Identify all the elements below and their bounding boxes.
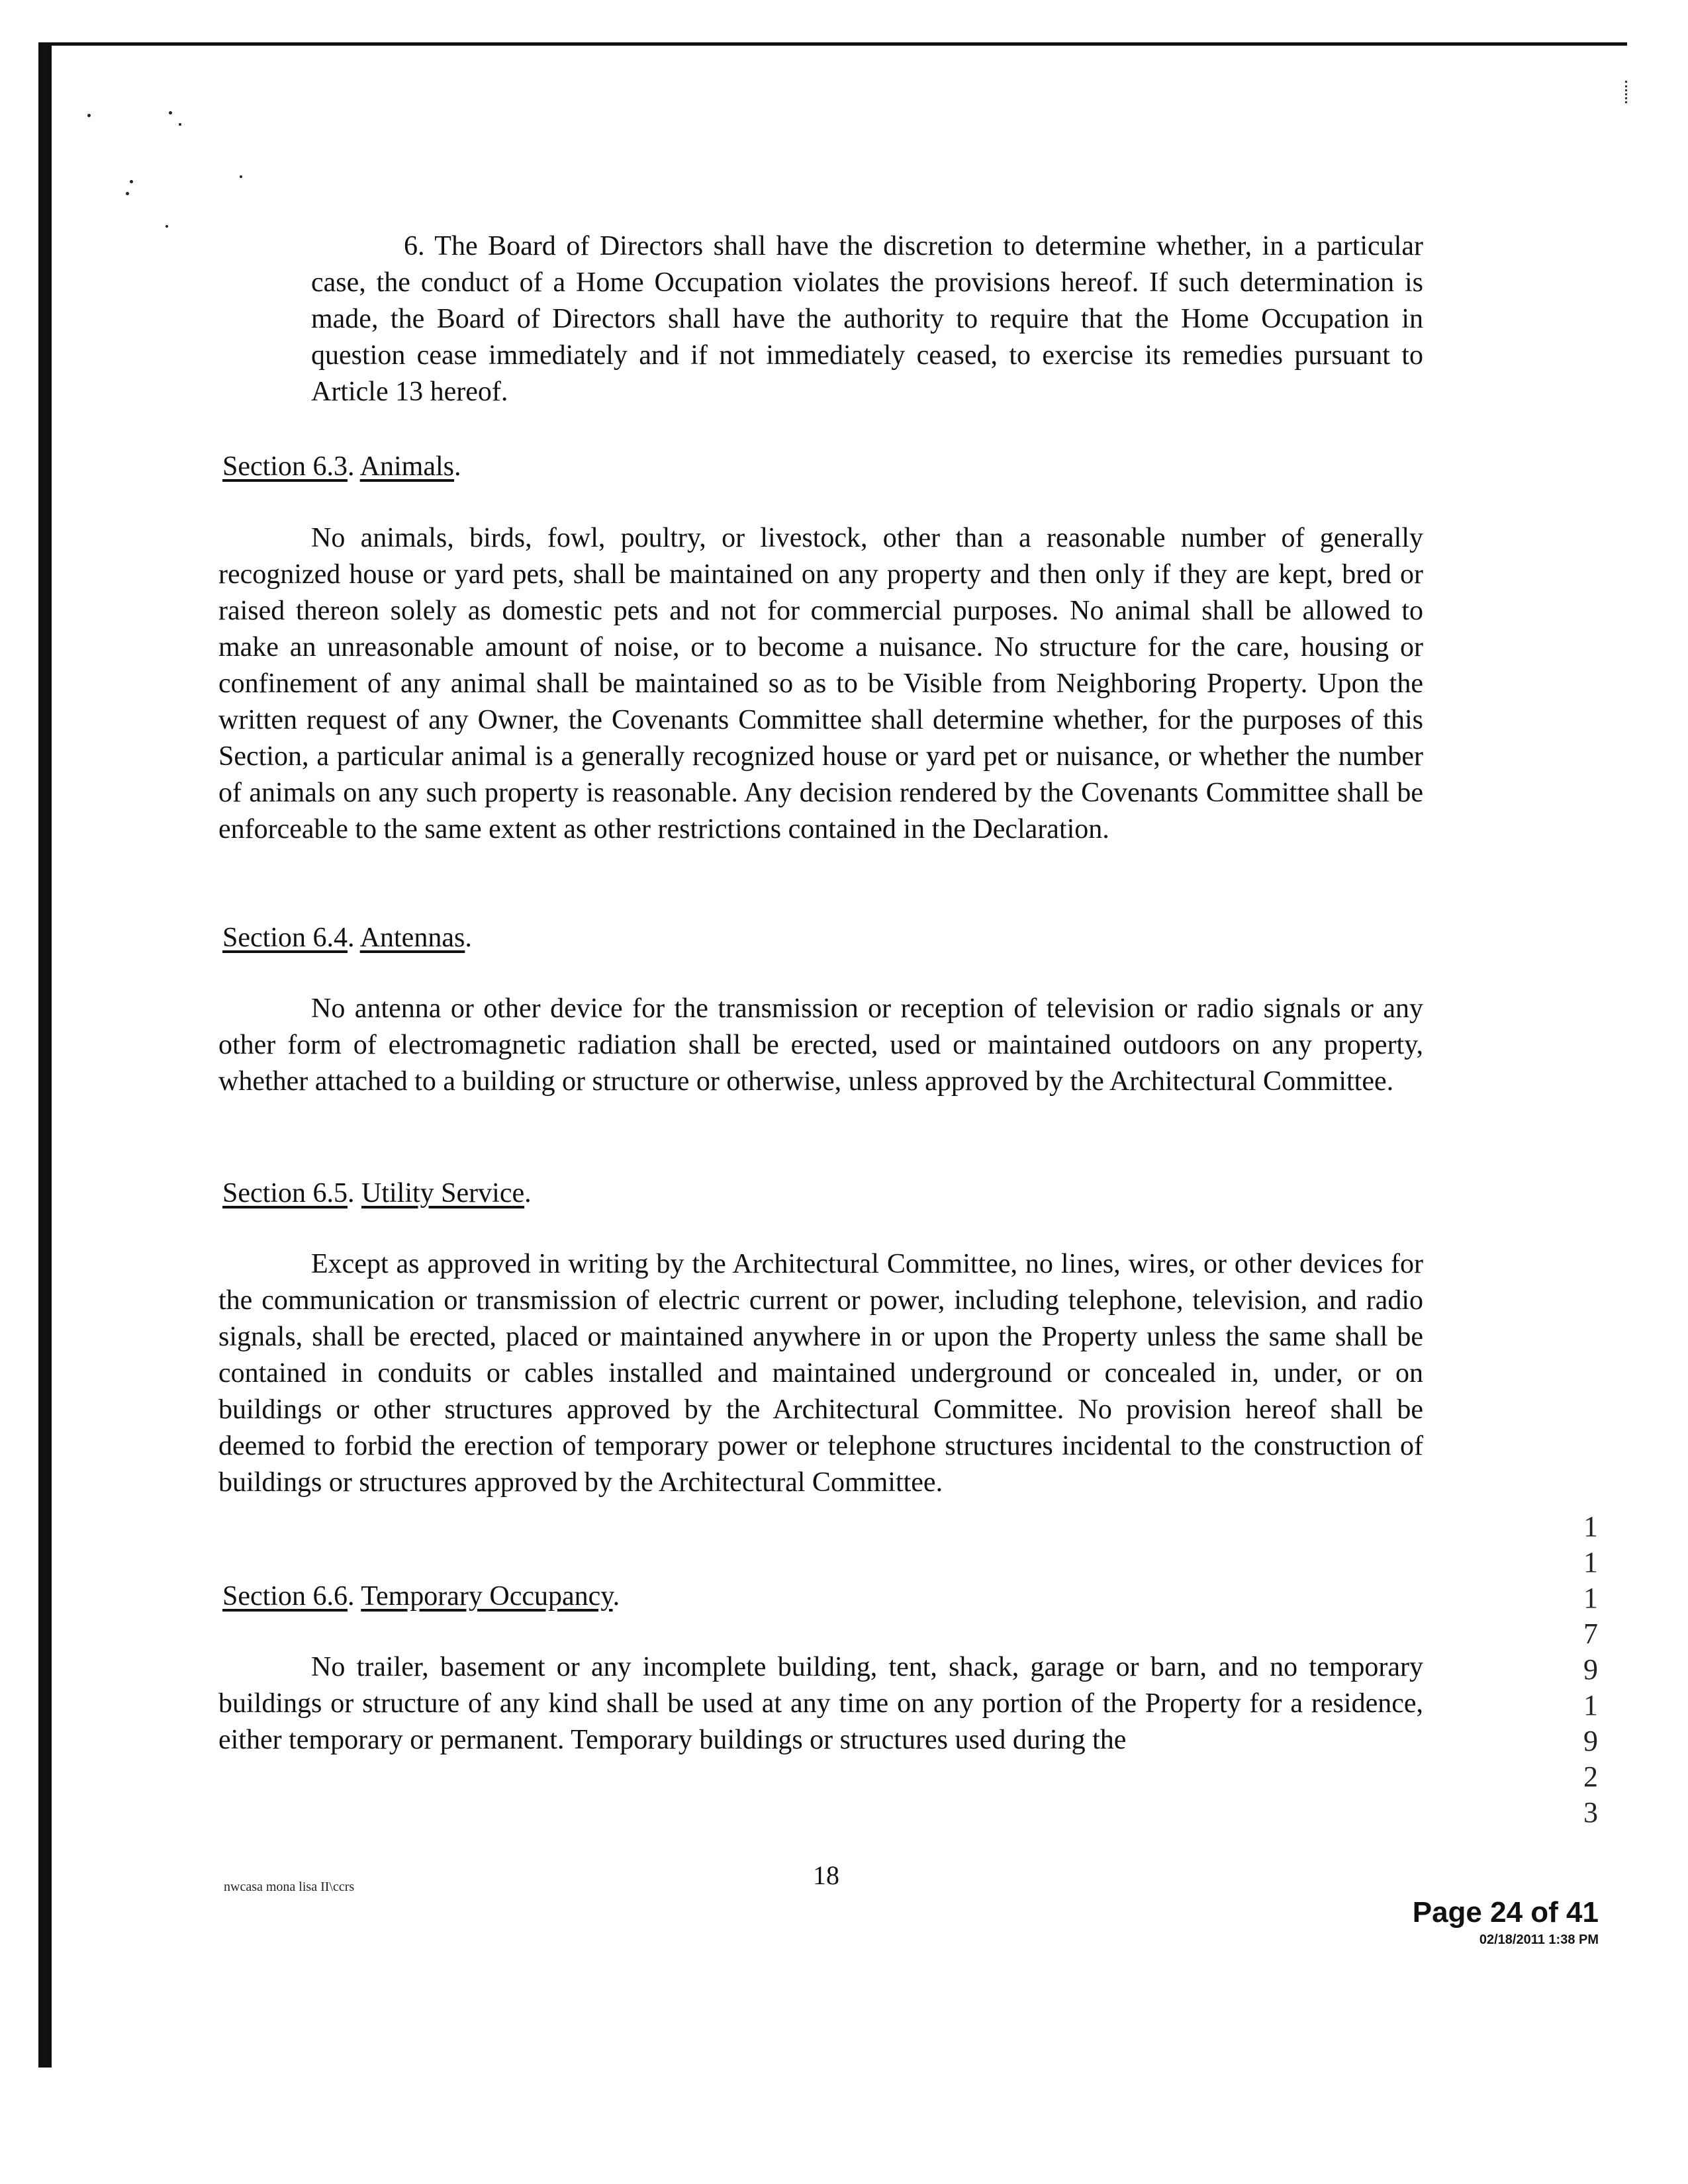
stamp-digit: 7 (1583, 1617, 1598, 1650)
scan-top-rule (38, 42, 1627, 46)
stamp-digit: 3 (1583, 1796, 1598, 1829)
section-6-3-heading: Section 6.3. Animals. (222, 451, 461, 482)
item-6-paragraph: 6. The Board of Directors shall have the discretion to determine whether, in a particular case, the conduct of a Home Occupation violates the provisions hereof. If such determination is made, the Board of Directors shall have the authority to require that the Home Occupation in question cease immediately and if not immediately ceased, to exercise its remedies pursuant to Article 13 hereof. (311, 231, 1423, 407)
section-number: Section 6.3 (222, 451, 348, 482)
scan-speck (240, 175, 242, 178)
scan-speck (179, 123, 181, 126)
section-6-6-heading: Section 6.6. Temporary Occupancy. (222, 1581, 620, 1612)
print-timestamp: 02/18/2011 1:38 PM (1479, 1933, 1599, 1947)
recording-number-stamp (1574, 1509, 1607, 1831)
scan-mark (1625, 81, 1630, 103)
stamp-digit: 2 (1583, 1760, 1598, 1793)
scan-speck (130, 180, 133, 183)
stamp-digit: 1 (1583, 1510, 1598, 1543)
section-number: Section 6.6 (222, 1581, 348, 1612)
stamp-digit: 9 (1583, 1653, 1598, 1686)
section-title: Antennas (359, 923, 465, 953)
section-title: Animals (359, 451, 454, 482)
scan-speck (87, 114, 91, 117)
section-6-5-body: Except as approved in writing by the Architectural Committee, no lines, wires, or other devices for the communication or transmission of electric current or power, including telephone, television, and radio signals, shall be erected, placed or maintained anywhere in or upon the Property unless the same shall be contained in conduits or cables installed and maintained underground or concealed in, under, or on buildings or other structures approved by the Architectural Committee. No provision hereof shall be deemed to forbid the erection of temporary power or telephone structures incidental to the construction of buildings or structures approved by the Architectural Committee. (218, 1249, 1423, 1498)
scan-speck (165, 225, 168, 228)
section-6-3-body: No animals, birds, fowl, poultry, or livestock, other than a reasonable number of generally recognized house or yard pets, shall be maintained on any property and then only if they are kept, bred or raised thereon solely as domestic pets and not for commercial purposes. No animal shall be allowed to make an unreasonable amount of noise, or to become a nuisance. No structure for the care, housing or confinement of any animal shall be maintained so as to be Visible from Neighboring Property. Upon the written request of any Owner, the Covenants Committee shall determine whether, for the purposes of this Section, a particular animal is a generally recognized house or yard pet or nuisance, or whether the number of animals on any such property is reasonable. Any decision rendered by the Covenants Committee shall be enforceable to the same extent as other restrictions contained in the Declaration. (218, 523, 1423, 844)
section-6-4-body: No antenna or other device for the transmission or reception of television or radio signals or any other form of electromagnetic radiation shall be erected, used or maintained outdoors on any property, whether attached to a building or structure or otherwise, unless approved by the Architectural Committee. (218, 993, 1423, 1097)
scan-edge-bar (38, 42, 52, 2068)
section-title: Temporary Occupancy (361, 1581, 613, 1612)
section-6-5-heading: Section 6.5. Utility Service. (222, 1178, 532, 1208)
scan-speck (126, 192, 129, 195)
scan-speck (169, 111, 172, 114)
stamp-digit: 9 (1583, 1725, 1598, 1757)
stamp-digit: 1 (1583, 1582, 1598, 1614)
stamp-digit: 1 (1583, 1689, 1598, 1721)
section-number: Section 6.5 (222, 1178, 348, 1208)
footer-file-path: nwcasa mona lisa II\ccrs (224, 1880, 355, 1894)
stamp-digit: 1 (1583, 1546, 1598, 1578)
page-count-label: Page 24 of 41 (1412, 1896, 1599, 1929)
section-6-6-body: No trailer, basement or any incomplete building, tent, shack, garage or barn, and no temporary buildings or structure of any kind shall be used at any time on any portion of the Property for a residence, either temporary or permanent. Temporary buildings or structures used during the (218, 1652, 1423, 1755)
section-title: Utility Service (361, 1178, 525, 1208)
section-number: Section 6.4 (222, 923, 348, 953)
page-number: 18 (813, 1860, 839, 1890)
section-6-4-heading: Section 6.4. Antennas. (222, 923, 472, 953)
